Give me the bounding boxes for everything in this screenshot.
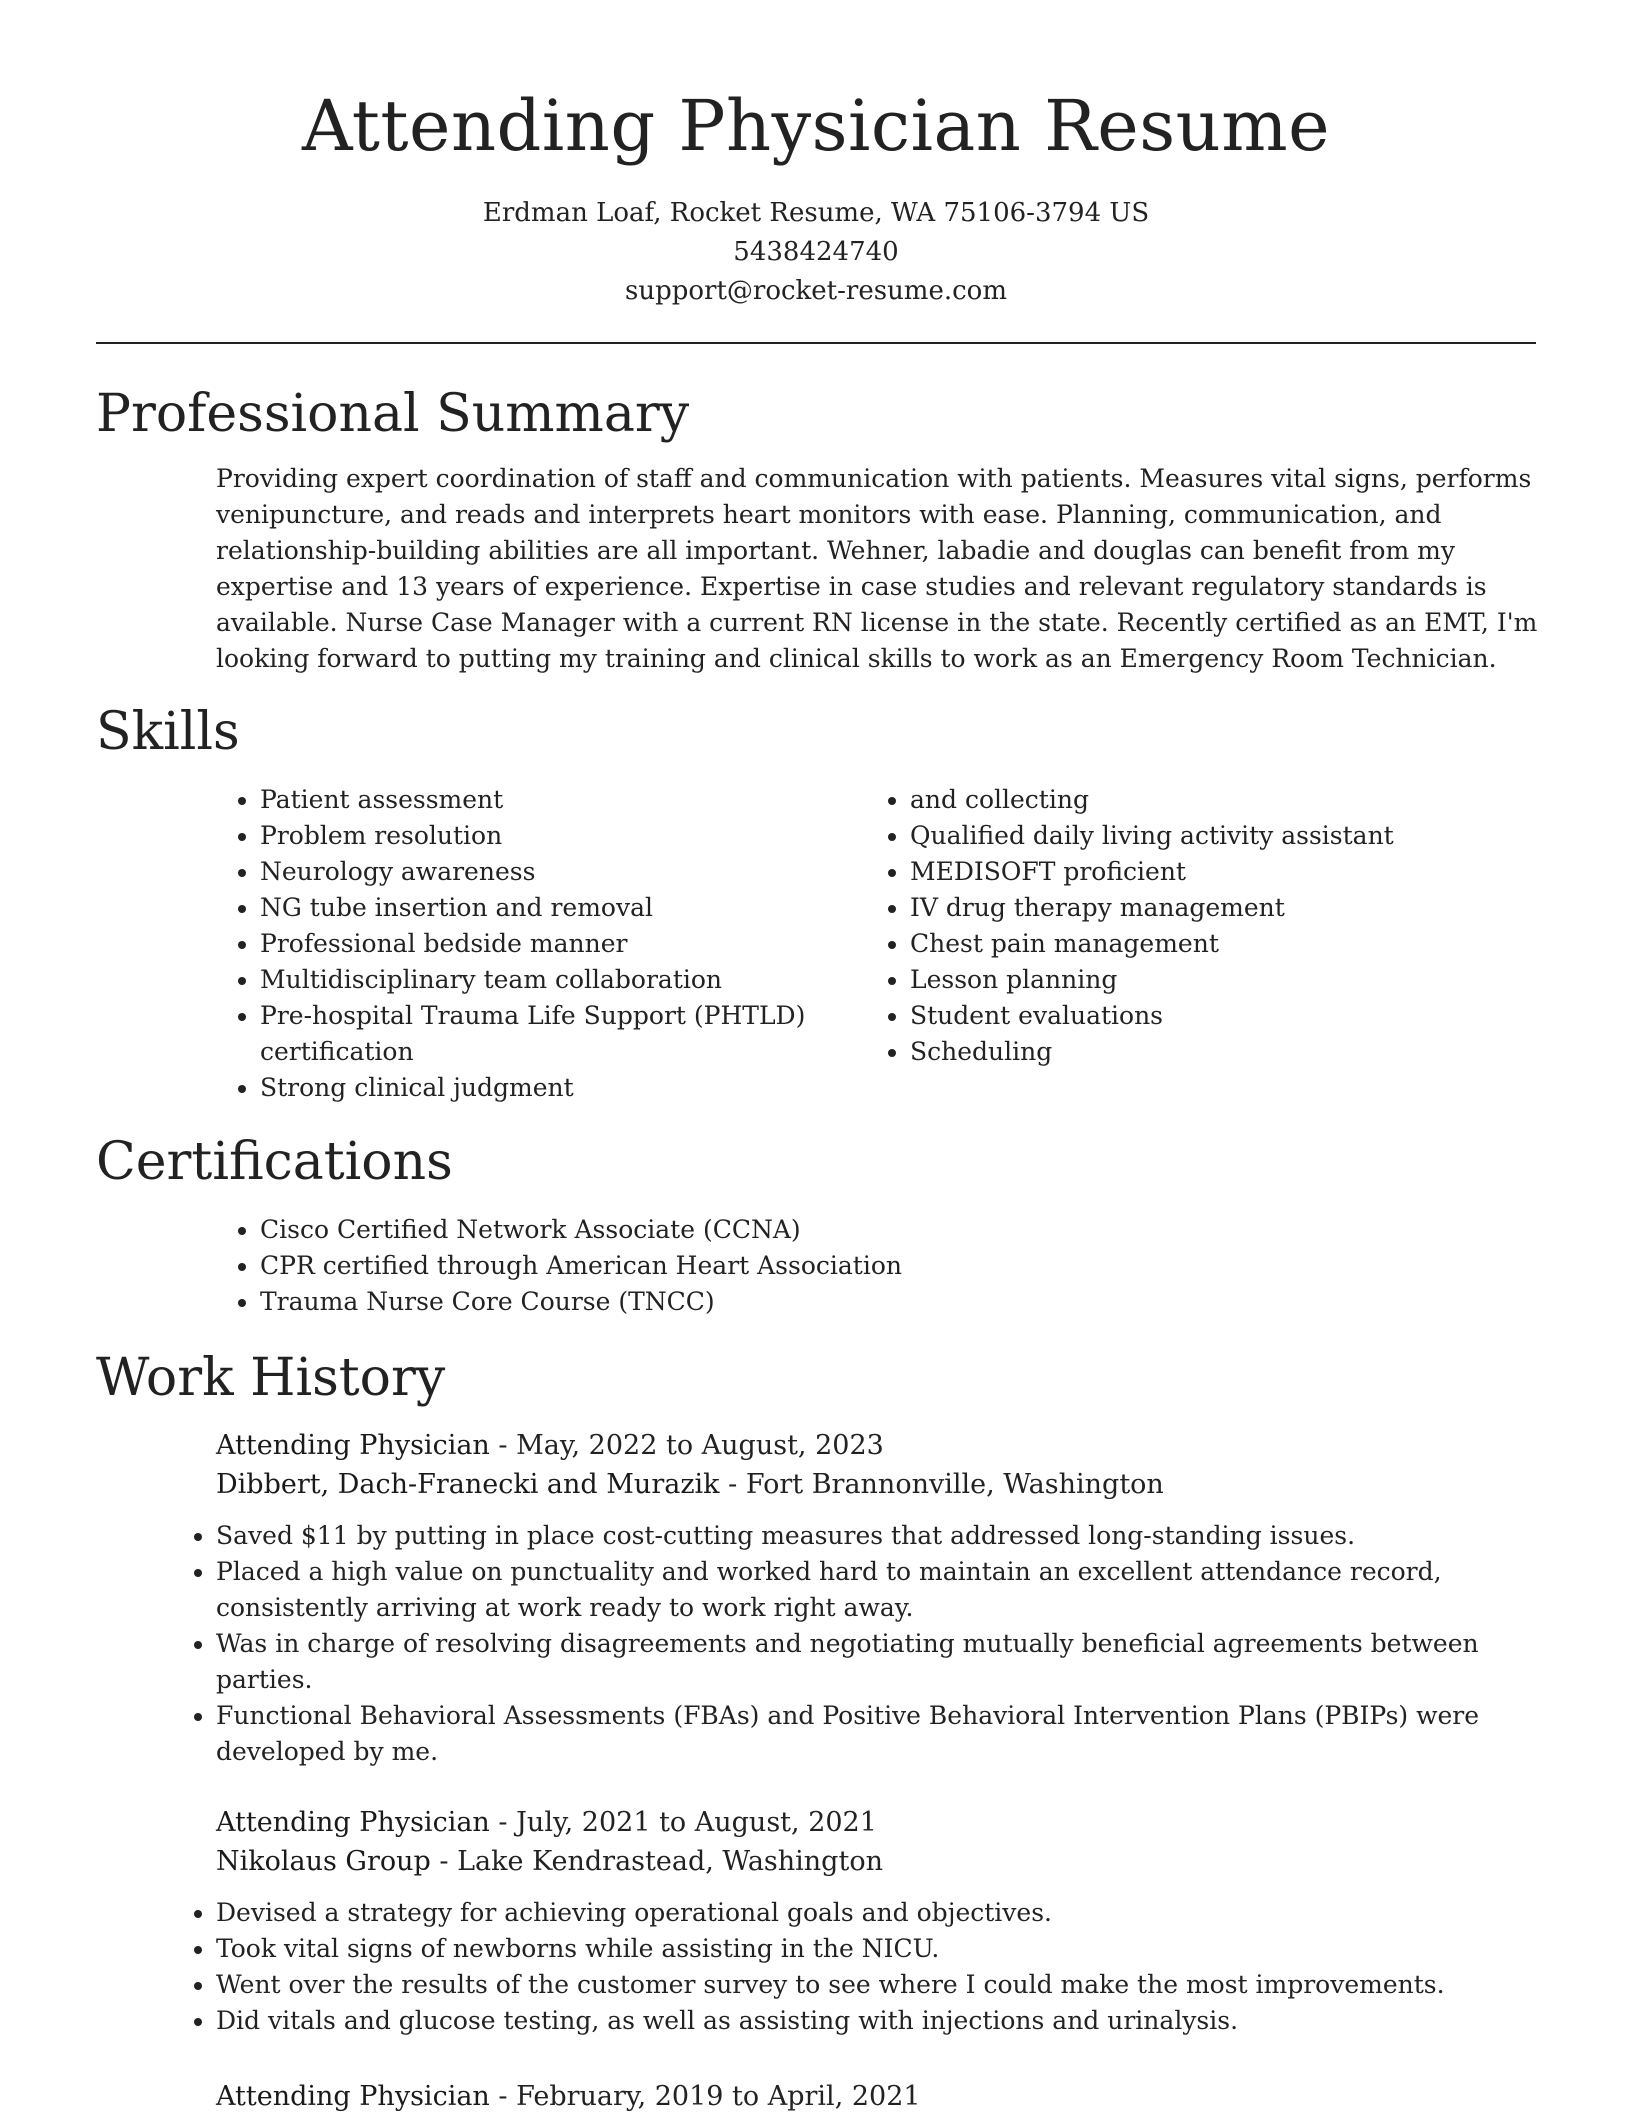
job-duties-list (172, 1895, 1546, 2039)
summary-heading: Professional Summary (96, 384, 690, 444)
job-role: Attending Physician (216, 1807, 490, 1838)
summary-text: Providing expert coordination of staff and communication with patients. Measures vital signs, performs venipuncture, and reads and interprets heart monitors with ease. Planning, communication, and relationship-building abilities are all important. Wehner, labadie and douglas can benefit from my expertise and 13 years of experience. Expertise in case studies and relevant regulatory standards is available. Nurse Case Manager with a current RN license in the state. Recently certified as an EMT, I'm looking forward to putting my training and clinical skills to work as an Emergency Room Technician. (216, 464, 1538, 673)
job-dates: - July, 2021 to August, 2021 (489, 1807, 877, 1838)
list-item: • Scheduling (910, 1034, 1506, 1070)
job-location: - Lake Kendrastead, Washington (430, 1846, 883, 1877)
contact-email: support@rocket-resume.com (624, 276, 1007, 306)
list-item: • MEDISOFT proficient (910, 854, 1506, 890)
job-company: Dibbert, Dach-Franecki and Murazik (216, 1469, 720, 1500)
skills-heading: Skills (96, 702, 240, 762)
job-duties-list (172, 1518, 1546, 1770)
skills-list-left (216, 782, 806, 1106)
contact-info (0, 194, 1632, 311)
list-item: • Pre-hospital Trauma Life Support (PHTLD) certification (260, 998, 806, 1070)
job-title-line (216, 1426, 1546, 1465)
job-entry (216, 1803, 1546, 2039)
certifications-section (216, 1212, 1416, 1320)
list-item: • Went over the results of the customer survey to see where I could make the most improvements. (216, 1967, 1546, 2003)
list-item: • Strong clinical judgment (260, 1070, 806, 1106)
list-item: • Problem resolution (260, 818, 806, 854)
resume-header (0, 0, 1632, 311)
certifications-list (216, 1212, 1416, 1320)
job-title-line (216, 1803, 1546, 1842)
list-item: • Was in charge of resolving disagreements and negotiating mutually beneficial agreements between parties. (216, 1626, 1546, 1698)
list-item: • Trauma Nurse Core Course (TNCC) (260, 1284, 1416, 1320)
job-company: Nikolaus Group (216, 1846, 431, 1877)
list-item: • Functional Behavioral Assessments (FBAs) and Positive Behavioral Intervention Plans (PBIPs) were developed by me. (216, 1698, 1546, 1770)
job-entry (216, 2077, 1546, 2116)
list-item: • Took vital signs of newborns while assisting in the NICU. (216, 1931, 1546, 1967)
contact-phone: 5438424740 (733, 237, 899, 267)
list-item: • Saved $11 by putting in place cost-cutting measures that addressed long-standing issues. (216, 1518, 1546, 1554)
job-role: Attending Physician (216, 1430, 490, 1461)
list-item: • Chest pain management (910, 926, 1506, 962)
list-item: • Cisco Certified Network Associate (CCNA) (260, 1212, 1416, 1248)
list-item: • Placed a high value on punctuality and worked hard to maintain an excellent attendance record, consistently arriving at work ready to work right away. (216, 1554, 1546, 1626)
job-dates: - May, 2022 to August, 2023 (489, 1430, 884, 1461)
job-entry (216, 1426, 1546, 1770)
contact-address: Erdman Loaf, Rocket Resume, WA 75106-3794 US (482, 198, 1150, 228)
list-item: • CPR certified through American Heart Association (260, 1248, 1416, 1284)
work-history-heading: Work History (96, 1348, 446, 1408)
job-company-line (216, 1842, 1546, 1881)
list-item: • NG tube insertion and removal (260, 890, 806, 926)
list-item: • Student evaluations (910, 998, 1506, 1034)
page-title: Attending Physician Resume (301, 85, 1331, 167)
skills-column-left (216, 782, 806, 1106)
job-title-line (216, 2077, 1546, 2116)
skills-list-right (866, 782, 1506, 1070)
list-item: • Lesson planning (910, 962, 1506, 998)
list-item: • Qualified daily living activity assistant (910, 818, 1506, 854)
list-item: • Multidisciplinary team collaboration (260, 962, 806, 998)
header-divider (96, 342, 1536, 344)
list-item: • and collecting (910, 782, 1506, 818)
certifications-heading: Certifications (96, 1132, 453, 1192)
list-item: • Professional bedside manner (260, 926, 806, 962)
skills-column-right (866, 782, 1506, 1070)
list-item: • IV drug therapy management (910, 890, 1506, 926)
job-role: Attending Physician (216, 2081, 490, 2112)
job-dates: - February, 2019 to April, 2021 (489, 2081, 921, 2112)
job-location: - Fort Brannonville, Washington (719, 1469, 1164, 1500)
list-item: • Devised a strategy for achieving operational goals and objectives. (216, 1895, 1546, 1931)
job-company-line (216, 1465, 1546, 1504)
list-item: • Patient assessment (260, 782, 806, 818)
list-item: • Did vitals and glucose testing, as well as assisting with injections and urinalysis. (216, 2003, 1546, 2039)
list-item: • Neurology awareness (260, 854, 806, 890)
